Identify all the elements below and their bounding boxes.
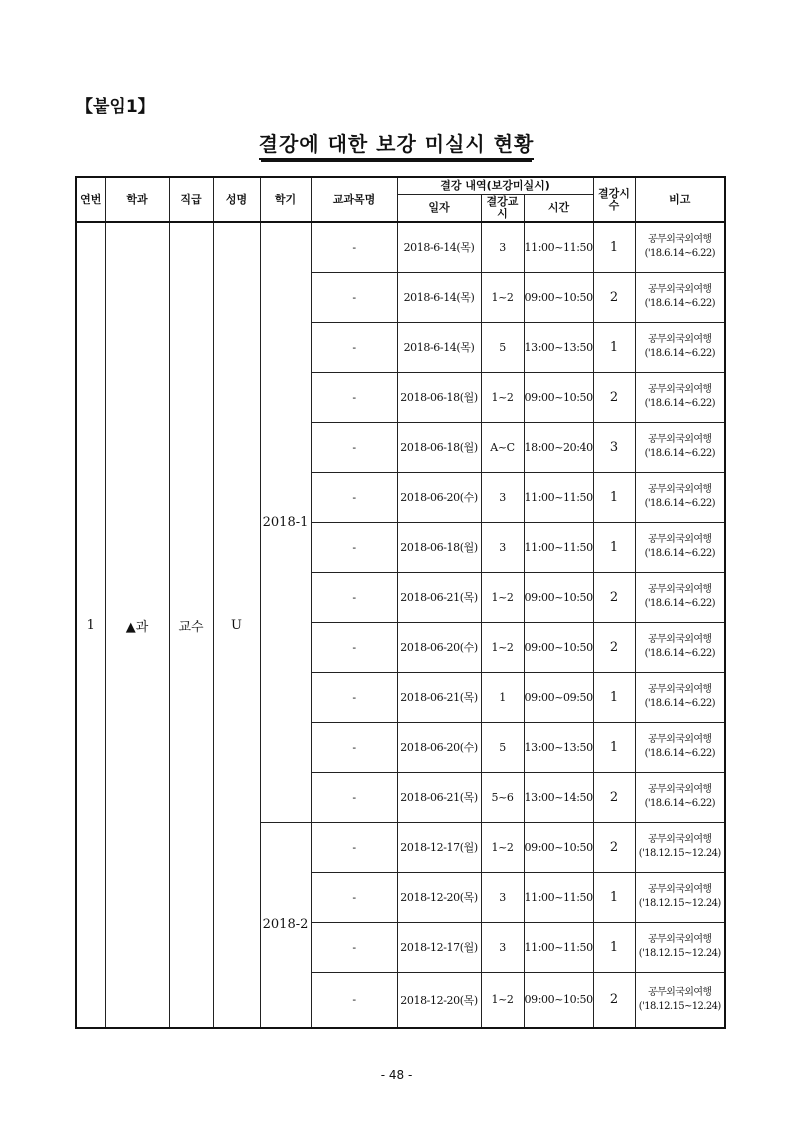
cell-hours: 1 [593,922,635,972]
cell-time: 09:00~10:50 [524,622,593,672]
remarks-reason: 공무외국외여행 [648,384,712,395]
cell-hours: 1 [593,872,635,922]
remarks-reason: 공무외국외여행 [648,284,712,295]
cell-time: 11:00~11:50 [524,472,593,522]
cell-position: 교수 [169,222,213,1028]
cell-time: 11:00~11:50 [524,872,593,922]
attachment-label: 【붙임1】 [76,97,155,117]
cell-remarks [635,372,725,422]
cell-hours: 2 [593,622,635,672]
cell-remarks [635,822,725,872]
remarks-reason: 공무외국외여행 [648,834,712,845]
remarks-reason: 공무외국외여행 [648,934,712,945]
remarks-period: ('18.6.14~6.22) [644,798,715,809]
cell-date: 2018-6-14(목) [397,322,481,372]
table-row [76,222,725,272]
cell-course: - [311,622,397,672]
cell-course: - [311,472,397,522]
remarks-reason: 공무외국외여행 [648,234,712,246]
remarks-reason: 공무외국외여행 [648,884,712,895]
cell-remarks [635,522,725,572]
cell-date: 2018-06-21(목) [397,572,481,622]
cell-date: 2018-12-17(월) [397,822,481,872]
cell-hours: 2 [593,972,635,1028]
cell-date: 2018-06-21(목) [397,672,481,722]
header-course: 교과목명 [311,177,397,222]
cell-date: 2018-06-18(월) [397,372,481,422]
header-no: 연번 [76,177,105,222]
cell-course: - [311,972,397,1028]
cell-date: 2018-06-20(수) [397,622,481,672]
cell-period: 1 [481,672,524,722]
remarks-reason: 공무외국외여행 [648,334,712,345]
remarks-reason: 공무외국외여행 [648,534,712,545]
cell-period: 1~2 [481,972,524,1028]
cell-period: 3 [481,922,524,972]
cell-remarks [635,572,725,622]
cell-date: 2018-06-18(월) [397,422,481,472]
cell-time: 11:00~11:50 [524,522,593,572]
header-dept: 학과 [105,177,169,222]
cell-hours: 1 [593,322,635,372]
cell-hours: 2 [593,272,635,322]
cell-time: 13:00~14:50 [524,772,593,822]
cell-time: 18:00~20:40 [524,422,593,472]
cell-remarks [635,222,725,272]
cell-hours: 1 [593,522,635,572]
header-hours: 결강시수 [593,177,635,222]
cell-time: 13:00~13:50 [524,722,593,772]
cell-remarks [635,872,725,922]
cell-course: - [311,822,397,872]
header-absence-detail: 결강 내역(보강미실시) [397,177,593,194]
cell-period: 1~2 [481,622,524,672]
cell-period: 5 [481,722,524,772]
cell-time: 09:00~10:50 [524,972,593,1028]
cell-period: 3 [481,872,524,922]
cell-time: 09:00~10:50 [524,272,593,322]
document-title: 결강에 대한 보강 미실시 현황 [0,128,793,157]
page-number: - 48 - [380,1068,413,1082]
cell-remarks [635,922,725,972]
remarks-reason: 공무외국외여행 [648,734,712,745]
remarks-period: ('18.12.15~12.24) [638,848,721,859]
cell-dept: ▲과 [105,222,169,1028]
cell-hours: 1 [593,722,635,772]
cell-hours: 2 [593,572,635,622]
remarks-period: ('18.6.14~6.22) [644,298,715,309]
cell-remarks [635,772,725,822]
remarks-period: ('18.12.15~12.24) [638,898,721,909]
header-period: 결강교시 [481,194,524,222]
header-position: 직급 [169,177,213,222]
header-name: 성명 [213,177,260,222]
cell-course: - [311,672,397,722]
remarks-reason: 공무외국외여행 [648,434,712,445]
cell-time: 11:00~11:50 [524,222,593,272]
table-body [76,222,725,1028]
remarks-reason: 공무외국외여행 [648,584,712,595]
cell-remarks [635,622,725,672]
remarks-period: ('18.6.14~6.22) [644,698,715,709]
cell-semester: 2018-2 [260,822,311,1028]
cell-date: 2018-12-20(목) [397,872,481,922]
remarks-period: ('18.6.14~6.22) [644,498,715,509]
cell-hours: 1 [593,672,635,722]
header-remarks: 비고 [635,177,725,222]
cell-period: 1~2 [481,372,524,422]
header-time: 시간 [524,194,593,222]
cell-date: 2018-12-20(목) [397,972,481,1028]
cell-time: 09:00~09:50 [524,672,593,722]
cell-period: 1~2 [481,572,524,622]
cell-date: 2018-6-14(목) [397,222,481,272]
cell-remarks [635,972,725,1028]
remarks-period: ('18.6.14~6.22) [644,598,715,609]
cell-hours: 2 [593,822,635,872]
remarks-period: ('18.12.15~12.24) [638,948,721,959]
cell-time: 13:00~13:50 [524,322,593,372]
cell-date: 2018-06-18(월) [397,522,481,572]
cell-date: 2018-12-17(월) [397,922,481,972]
remarks-period: ('18.6.14~6.22) [644,348,715,359]
cell-course: - [311,572,397,622]
cell-course: - [311,272,397,322]
cell-name: U [213,222,260,1028]
cell-period: 1~2 [481,822,524,872]
remarks-reason: 공무외국외여행 [648,634,712,645]
cell-course: - [311,872,397,922]
cell-period: 3 [481,222,524,272]
cell-time: 11:00~11:50 [524,922,593,972]
remarks-reason: 공무외국외여행 [648,784,712,795]
cell-period: 3 [481,472,524,522]
header-semester: 학기 [260,177,311,222]
remarks-period: ('18.6.14~6.22) [644,748,715,759]
cell-course: - [311,322,397,372]
cell-course: - [311,222,397,272]
cell-time: 09:00~10:50 [524,822,593,872]
cell-remarks [635,322,725,372]
cell-course: - [311,372,397,422]
cell-time: 09:00~10:50 [524,372,593,422]
cell-hours: 2 [593,772,635,822]
cell-hours: 1 [593,472,635,522]
cell-hours: 1 [593,222,635,272]
cell-period: 5 [481,322,524,372]
remarks-reason: 공무외국외여행 [648,484,712,495]
cell-period: 1~2 [481,272,524,322]
remarks-period: ('18.6.14~6.22) [644,548,715,559]
cell-date: 2018-06-20(수) [397,472,481,522]
remarks-reason: 공무외국외여행 [648,986,712,998]
cell-hours: 3 [593,422,635,472]
cell-no: 1 [76,222,105,1028]
cell-period: 5~6 [481,772,524,822]
cell-hours: 2 [593,372,635,422]
cell-remarks [635,422,725,472]
cell-period: 3 [481,522,524,572]
cell-course: - [311,722,397,772]
header-date: 일자 [397,194,481,222]
cell-date: 2018-06-20(수) [397,722,481,772]
cell-remarks [635,672,725,722]
cell-semester: 2018-1 [260,222,311,822]
remarks-period: ('18.6.14~6.22) [644,448,715,459]
remarks-period: ('18.6.14~6.22) [644,398,715,409]
cell-period: A~C [481,422,524,472]
cell-remarks [635,472,725,522]
cell-course: - [311,522,397,572]
remarks-period: ('18.12.15~12.24) [638,1000,721,1012]
cell-course: - [311,422,397,472]
cell-course: - [311,772,397,822]
cell-remarks [635,722,725,772]
cell-remarks [635,272,725,322]
cell-date: 2018-6-14(목) [397,272,481,322]
cell-date: 2018-06-21(목) [397,772,481,822]
cell-course: - [311,922,397,972]
remarks-reason: 공무외국외여행 [648,684,712,695]
remarks-period: ('18.6.14~6.22) [644,248,715,260]
remarks-period: ('18.6.14~6.22) [644,648,715,659]
absence-table [75,176,726,1029]
cell-time: 09:00~10:50 [524,572,593,622]
